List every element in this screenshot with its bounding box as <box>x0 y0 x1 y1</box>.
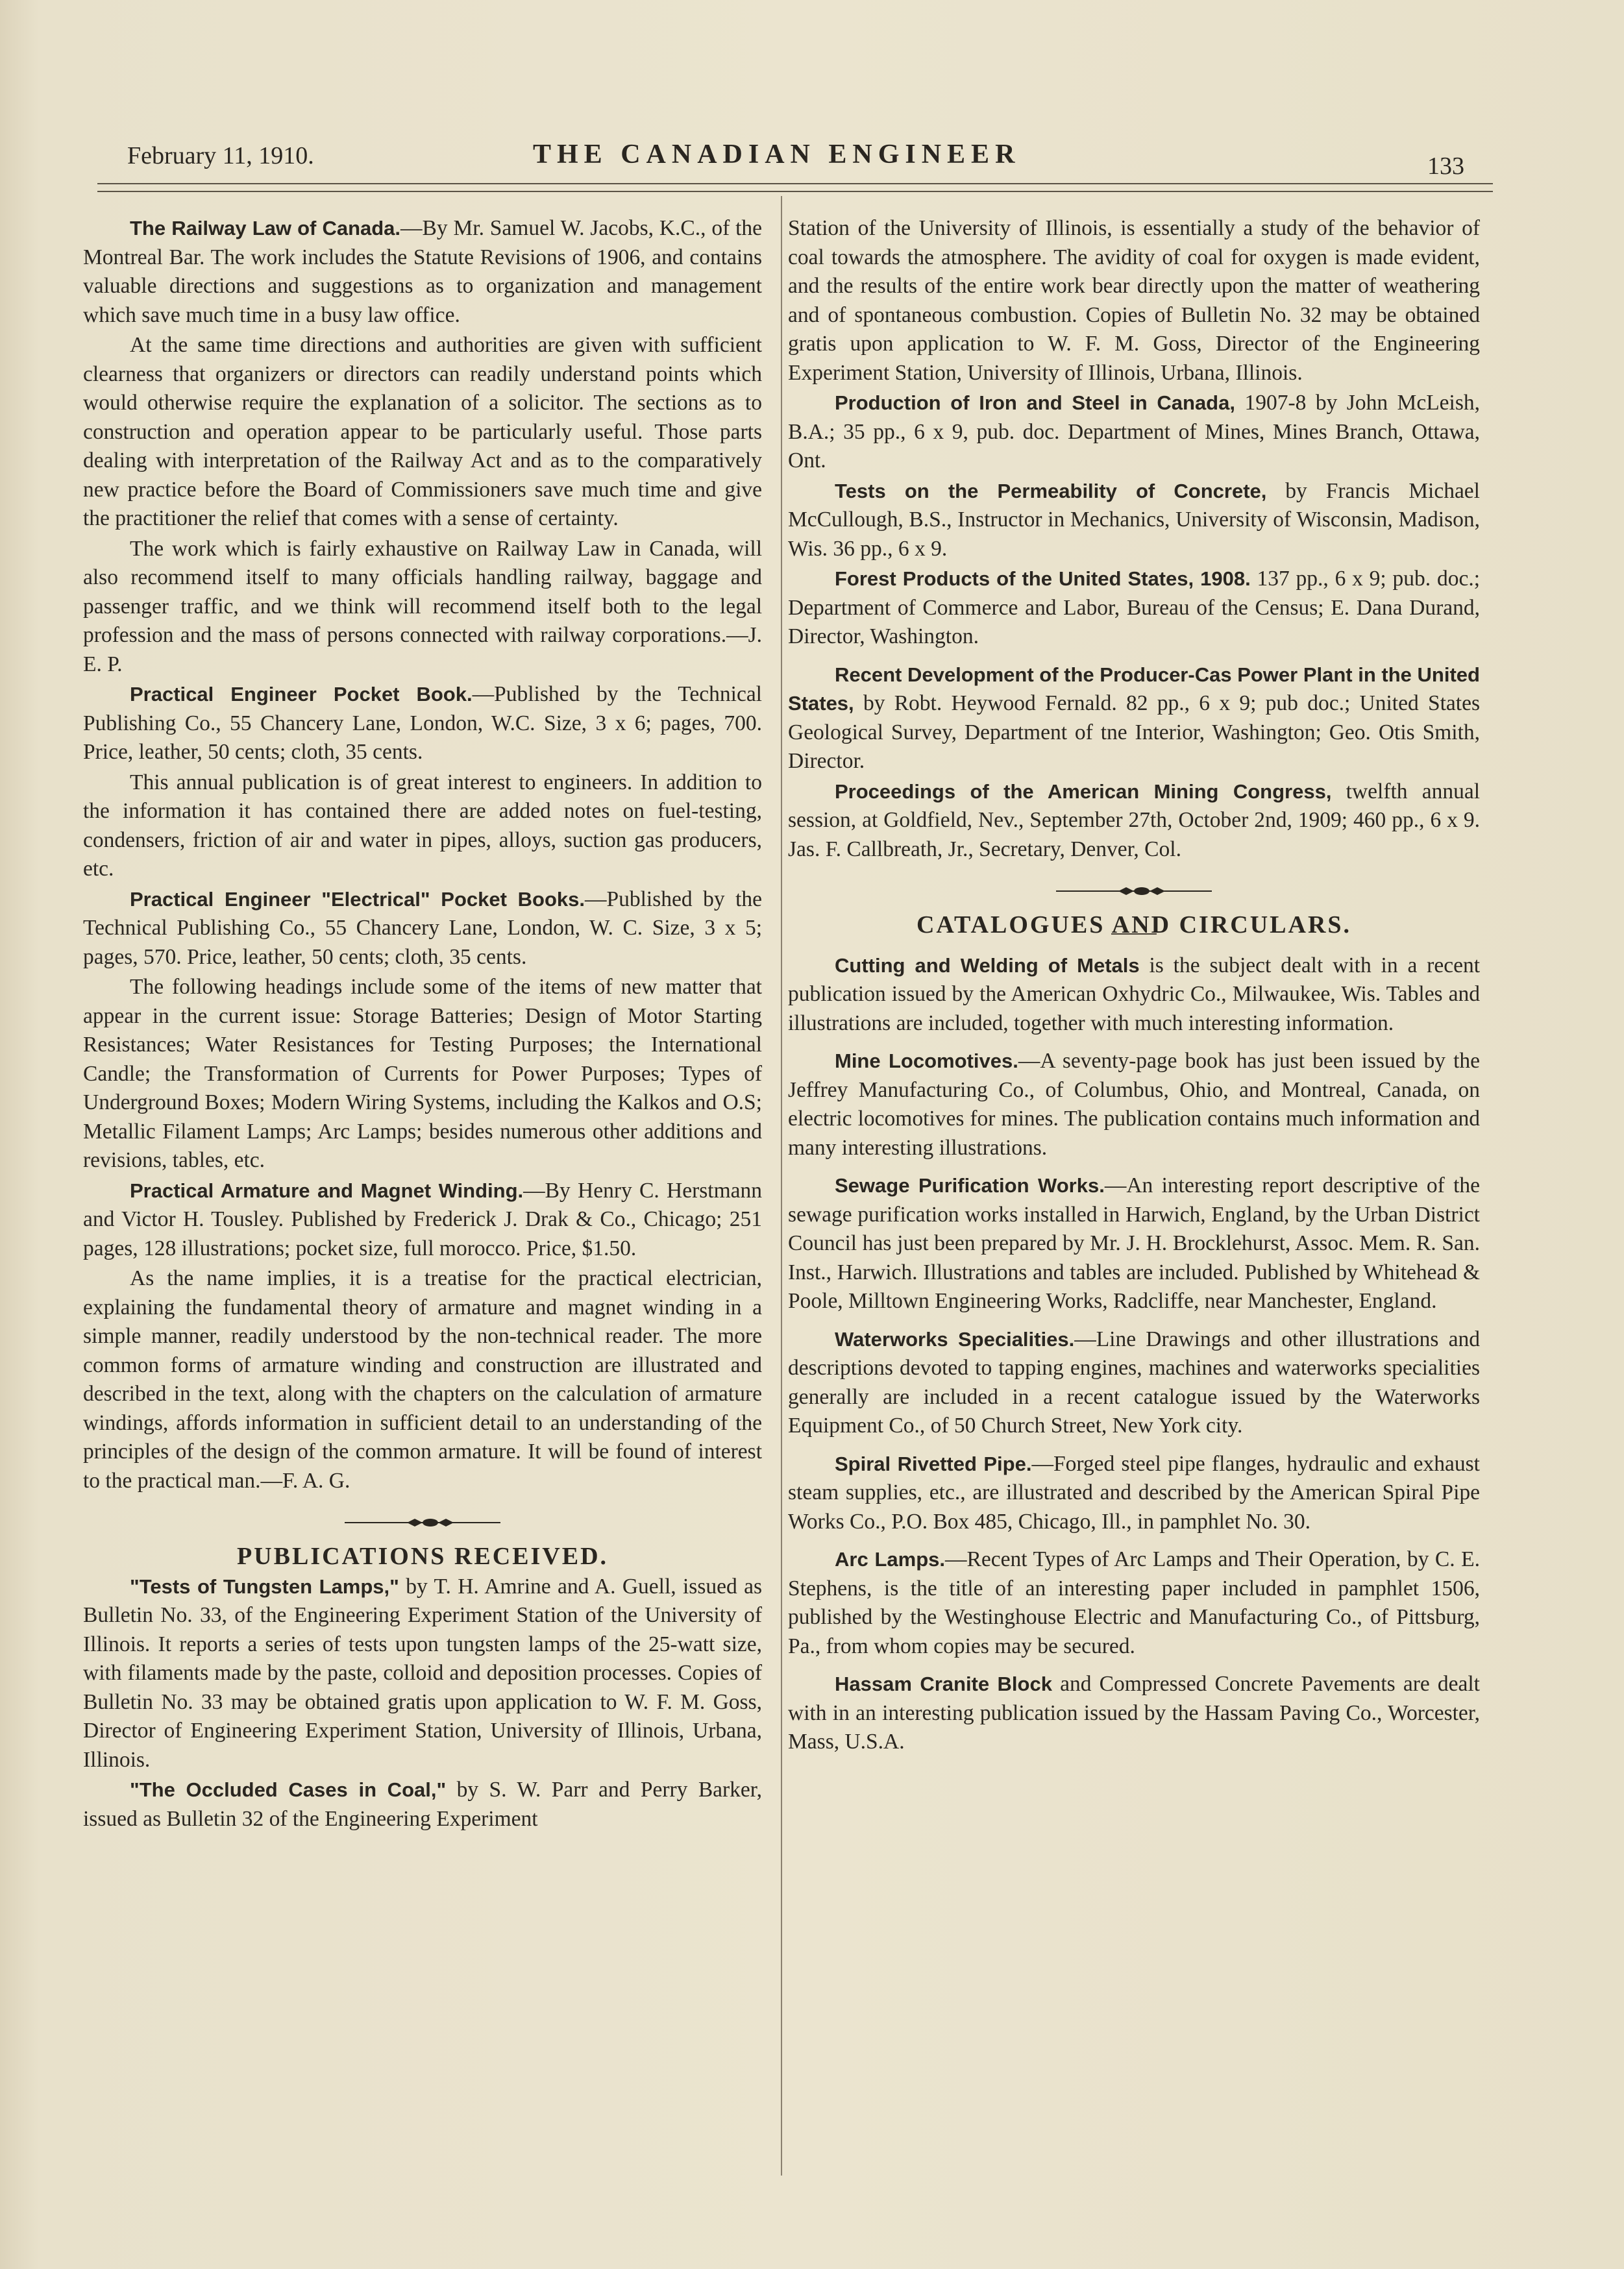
spacer <box>788 1441 1480 1450</box>
catalogue-entry <box>788 1670 1480 1757</box>
catalogue-entry <box>788 1545 1480 1661</box>
publication-entry <box>788 778 1480 865</box>
item-text: 137 pp., 6 x 9; pub. doc.; Department of Commerce and Labor, Bureau of the Census; E. Dana Durand, Director, Washington. <box>788 567 1481 648</box>
item-heading: Practical Engineer Pocket Book. <box>130 683 473 705</box>
review-paragraph <box>83 1264 762 1495</box>
review-paragraph <box>83 214 762 330</box>
ornament-rule-icon <box>345 1516 500 1529</box>
item-text: —By Henry C. Herstmann and Victor H. Tousley. Published by Frederick J. Drak & Co., Chicago; 251 pages, 128 illustrations; pocket size, full morocco. Price, $1.50. <box>83 1178 762 1260</box>
catalogue-entry <box>788 1325 1480 1441</box>
review-paragraph <box>83 768 762 884</box>
item-text: by S. W. Parr and Perry Barker, issued as Bulletin 32 of the Engineering Experiment <box>83 1778 762 1831</box>
item-text: by Francis Michael McCullough, B.S., Instructor in Mechanics, University of Wisconsin, Madison, Wis. 36 pp., 6 x 9. <box>788 478 1480 561</box>
item-text: —Forged steel pipe flanges, hydraulic and exhaust steam supplies, etc., are illustrated and described by the American Spiral Pipe Works Co., P.O. Box 485, Chicago, Ill., in pamphlet No. 30. <box>788 1451 1480 1534</box>
ornament-rule-icon <box>1056 885 1212 898</box>
catalogue-entry <box>788 1171 1480 1316</box>
item-text: is the subject dealt with in a recent publication issued by the American Oxhydric Co., Milwaukee, Wis. Tables and illustrations are included, together with much interesting information. <box>788 953 1480 1035</box>
header-rule <box>97 183 1493 184</box>
item-heading: Tests on the Permeability of Concrete, <box>835 479 1267 502</box>
item-heading: Cutting and Welding of Metals <box>835 953 1140 977</box>
catalogue-entry <box>788 951 1480 1038</box>
item-heading: Production of Iron and Steel in Canada, <box>835 391 1235 414</box>
section-ornament <box>788 872 1480 911</box>
issue-date: February 11, 1910. <box>127 142 314 169</box>
item-text: As the name implies, it is a treatise for the practical electrician, explaining the fundamental theory of armature and magnet winding in a simple manner, readily understood by the non-technical reader. The more common forms of armature winding and construction are illustrated and described in the text, along with the chapters on the calculation of armature windings, affords information in sufficient detail to an understanding of the principles of the design of the common armature. It will be found of interest to the practical man.—F. A. G. <box>83 1266 762 1493</box>
spacer <box>788 1162 1480 1171</box>
publication-entry <box>788 477 1480 564</box>
item-text: —A seventy-page book has just been issued by the Jeffrey Manufacturing Co., of Columbus, Ohio, and Montreal, Canada, on electric locomotives for mines. The publication contains much information and many interesting illustrations. <box>788 1049 1481 1160</box>
review-paragraph <box>83 973 762 1175</box>
item-heading: Waterworks Specialities. <box>835 1327 1075 1351</box>
item-text: —Recent Types of Arc Lamps and Their Operation, by C. E. Stephens, is the title of an interesting paper included in pamphlet 1506, published by the Westinghouse Electric and Manufacturing Co., of Pittsburg, Pa., from whom copies may be secured. <box>788 1547 1481 1658</box>
continued-paragraph <box>788 214 1480 387</box>
left-column <box>83 214 762 1834</box>
page-header <box>127 136 1477 180</box>
spacer <box>788 652 1480 661</box>
item-text: by T. H. Amrine and A. Guell, issued as Bulletin No. 33, of the Engineering Experiment Station of the University of Illinois. It reports a series of tests upon tungsten lamps of the 25-watt size, with filaments made by the paste, colloid and deposition processes. Copies of Bulletin No. 33 may be obtained gratis upon application to W. F. M. Goss, Director of Engineering Experiment Station, University of Illinois, Urbana, Illinois. <box>83 1574 763 1772</box>
item-heading: Forest Products of the United States, 1908. <box>835 567 1251 590</box>
review-paragraph <box>83 680 762 767</box>
item-heading: Practical Engineer "Electrical" Pocket Books. <box>130 887 585 911</box>
item-text: This annual publication is of great interest to engineers. In addition to the information it has contained there are added notes on fuel-testing, condensers, friction of air and water in pipes, alloys, suction gas producers, etc. <box>83 770 762 881</box>
section-title-publications: PUBLICATIONS RECEIVED. <box>236 1543 609 1570</box>
item-text: twelfth annual session, at Goldfield, Nev., September 27th, October 2nd, 1909; 460 pp., 6 x 9. Jas. F. Callbreath, Jr., Secretary, Denver, Col. <box>788 779 1480 861</box>
spacer <box>788 1038 1480 1047</box>
item-text: —Line Drawings and other illustrations and descriptions devoted to tapping engines, machines and waterworks specialities generally are included in a recent catalogue issued by the Waterworks Equipment Co., of 50 Church Street, New York city. <box>788 1327 1481 1438</box>
review-paragraph <box>83 1177 762 1264</box>
catalogue-entry <box>788 1450 1480 1537</box>
publication-entry <box>788 661 1480 776</box>
page-number: 133 <box>1427 153 1464 180</box>
column-divider <box>781 196 782 2176</box>
spacer <box>788 1661 1480 1670</box>
item-text: by Robt. Heywood Fernald. 82 pp., 6 x 9; pub doc.; United States Geological Survey, Department of tne Interior, Washington; Geo. Otis Smith, Director. <box>788 691 1480 773</box>
item-text: —An interesting report descriptive of the sewage purification works installed in Harwich, England, by the Urban District Council has just been prepared by Mr. J. H. Brocklehurst, Assoc. Mem. R. San. Inst., Harwich. Illustrations and tables are included. Published by Whitehead & Poole, Milltown Engineering Works, Radcliffe, near Manchester, England. <box>788 1173 1480 1313</box>
journal-title: THE CANADIAN ENGINEER <box>533 140 1021 169</box>
item-text: The work which is fairly exhaustive on Railway Law in Canada, will also recommend itself to many officials handling railway, baggage and passenger traffic, and we think will recommend itself both to the legal profession and the mass of persons connected with railway corporations.—J. E. P. <box>83 536 762 676</box>
item-heading: Hassam Cranite Block <box>835 1673 1052 1695</box>
publication-entry <box>788 389 1480 476</box>
item-heading: Sewage Purification Works. <box>835 1174 1105 1197</box>
review-paragraph <box>83 535 762 680</box>
item-text: —Published by the Technical Publishing Co., 55 Chancery Lane, London, W. C. Size, 3 x 5; pages, 570. Price, leather, 50 cents; cloth, 35 cents. <box>83 887 762 969</box>
publication-entry <box>788 565 1480 652</box>
item-heading: Recent Development of the Producer-Cas Power Plant in the United States, <box>788 663 1480 715</box>
review-paragraph <box>83 885 762 972</box>
right-column <box>788 214 1480 1757</box>
item-text: —By Mr. Samuel W. Jacobs, K.C., of the Montreal Bar. The work includes the Statute Revisions of 1906, and contains valuable directions and suggestions as to organization and management which save much time in a busy law office. <box>83 216 763 327</box>
item-heading: The Railway Law of Canada. <box>130 217 401 239</box>
section-ornament <box>83 1503 762 1542</box>
spacer <box>788 1536 1480 1545</box>
item-text: —Published by the Technical Publishing Co., 55 Chancery Lane, London, W.C. Size, 3 x 6; pages, 700. Price, leather, 50 cents; cloth, 35 cents. <box>83 682 762 764</box>
item-heading: Proceedings of the American Mining Congress, <box>835 779 1332 803</box>
item-text: Station of the University of Illinois, is essentially a study of the behavior of coal towards the atmosphere. The avidity of coal for oxygen is made evident, and the results of the entire work bear directly upon the matter of weathering and of spontaneous combustion. Copies of Bulletin No. 32 may be obtained gratis upon application to W. F. M. Goss, Director of the Engineering Experiment Station, University of Illinois, Urbana, Illinois. <box>788 216 1480 385</box>
header-rule <box>97 191 1493 192</box>
item-text: At the same time directions and authorities are given with sufficient clearness that organizers or directors can readily understand points which would otherwise require the explanation of a solicitor. The sections as to construction and operation appear to be particularly useful. Those parts dealing with interpretation of the Railway Act and as to the comparatively new practice before the Board of Commissioners save much time and give the practitioner the relief that comes with a sense of certainty. <box>83 333 762 530</box>
review-paragraph <box>83 331 762 534</box>
catalogue-entry <box>788 1047 1480 1162</box>
item-text: and Compressed Concrete Pavements are dealt with in an interesting publication issued by the Hassam Paving Co., Worcester, Mass, U.S.A. <box>788 1672 1480 1754</box>
item-heading: "Tests of Tungsten Lamps," <box>130 1575 399 1598</box>
item-heading: Practical Armature and Magnet Winding. <box>130 1179 524 1202</box>
publication-entry <box>83 1573 762 1775</box>
item-text: 1907-8 by John McLeish, B.A.; 35 pp., 6 x 9, pub. doc. Department of Mines, Mines Branch, Ottawa, Ont. <box>788 391 1480 472</box>
spacer <box>788 1316 1480 1325</box>
item-heading: "The Occluded Cases in Coal," <box>130 1778 447 1801</box>
item-heading: Arc Lamps. <box>835 1548 946 1571</box>
publication-entry <box>83 1776 762 1834</box>
item-heading: Mine Locomotives. <box>835 1049 1018 1072</box>
section-title-catalogues: CATALOGUES AND CIRCULARS. <box>916 911 1352 938</box>
item-heading: Spiral Rivetted Pipe. <box>835 1452 1032 1475</box>
item-text: The following headings include some of the items of new matter that appear in the current issue: Storage Batteries; Design of Motor Starting Resistances; Water Resistances for Testing Purposes; the International Candle; the Transformation of Currents for Power Purposes; Types of Underground Boxes; Modern Wiring Systems, including the Kalkos and O.S; Metallic Filament Lamps; Arc Lamps; besides numerous other additions and revisions, tables, etc. <box>83 975 762 1172</box>
